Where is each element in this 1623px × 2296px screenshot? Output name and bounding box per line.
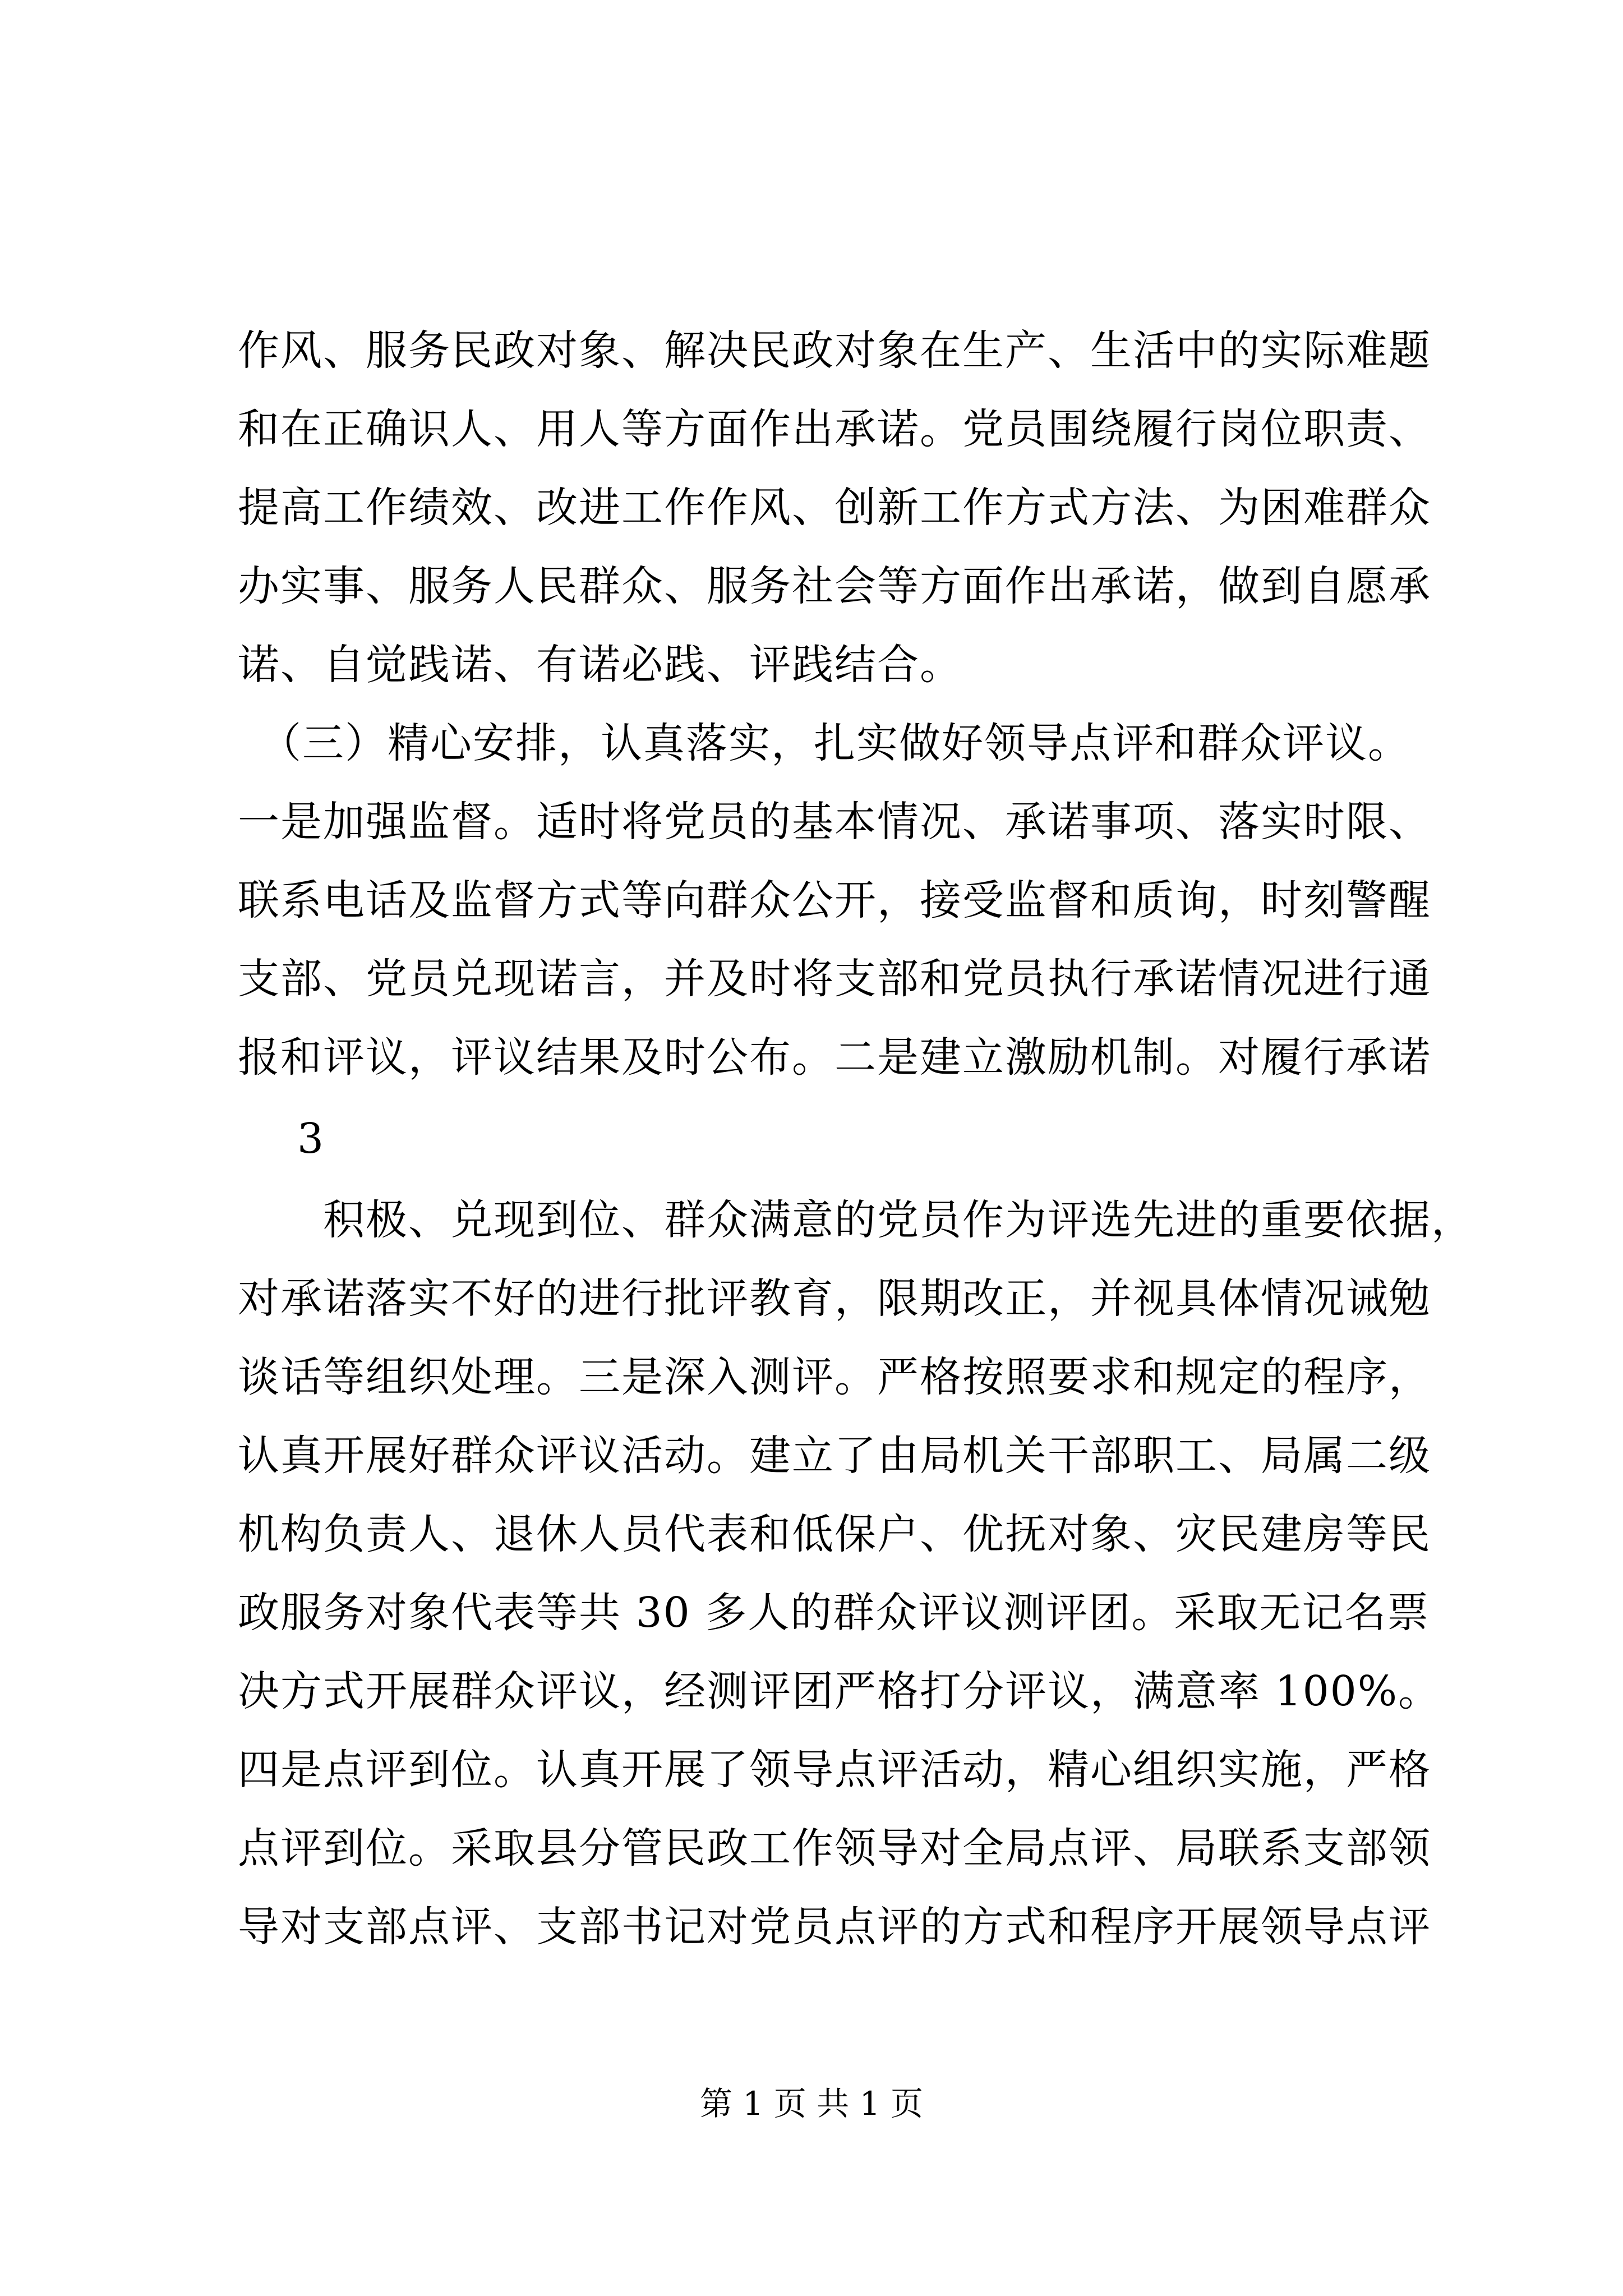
text-line: 办实事、服务人民群众、服务社会等方面作出承诺，做到自愿承: [238, 562, 1431, 610]
text-line: 点评到位。采取县分管民政工作领导对全局点评、局联系支部领: [238, 1824, 1431, 1872]
text-line: 作风、服务民政对象、解决民政对象在生产、生活中的实际难题: [238, 326, 1431, 375]
section-heading: （三）精心安排，认真落实，扎实做好领导点评和群众评议。: [238, 719, 1410, 767]
text-line: 谈话等组织处理。三是深入测评。严格按照要求和规定的程序，: [238, 1353, 1431, 1401]
text-line: 决方式开展群众评议，经测评团严格打分评议，满意率 100%。: [238, 1667, 1441, 1715]
text-line: 机构负责人、退休人员代表和低保户、优抚对象、灾民建房等民: [238, 1510, 1431, 1558]
text-line: 支部、党员兑现诺言，并及时将支部和党员执行承诺情况进行通: [238, 955, 1431, 1003]
text-line: 一是加强监督。适时将党员的基本情况、承诺事项、落实时限、: [238, 798, 1431, 846]
text-line: 提高工作绩效、改进工作作风、创新工作方式方法、为困难群众: [238, 484, 1431, 532]
page-marker: 3: [297, 1115, 324, 1163]
text-line: 积极、兑现到位、群众满意的党员作为评选先进的重要依据，: [238, 1196, 1474, 1244]
text-line: 和在正确识人、用人等方面作出承诺。党员围绕履行岗位职责、: [238, 405, 1431, 453]
text-line: 报和评议，评议结果及时公布。二是建立激励机制。对履行承诺: [238, 1033, 1431, 1082]
text-line: 联系电话及监督方式等向群众公开，接受监督和质询，时刻警醒: [238, 876, 1431, 924]
text-line: 四是点评到位。认真开展了领导点评活动，精心组织实施，严格: [238, 1746, 1431, 1794]
page-footer: 第 1 页 共 1 页: [700, 2085, 923, 2123]
text-line: 政服务对象代表等共 30 多人的群众评议测评团。采取无记名票: [238, 1589, 1430, 1637]
text-line: 诺、自觉践诺、有诺必践、评践结合。: [238, 641, 962, 689]
text-line: 导对支部点评、支部书记对党员点评的方式和程序开展领导点评: [238, 1903, 1431, 1951]
text-line: 对承诺落实不好的进行批评教育，限期改正，并视具体情况诫勉: [238, 1274, 1431, 1323]
text-line: 认真开展好群众评议活动。建立了由局机关干部职工、局属二级: [238, 1432, 1431, 1480]
